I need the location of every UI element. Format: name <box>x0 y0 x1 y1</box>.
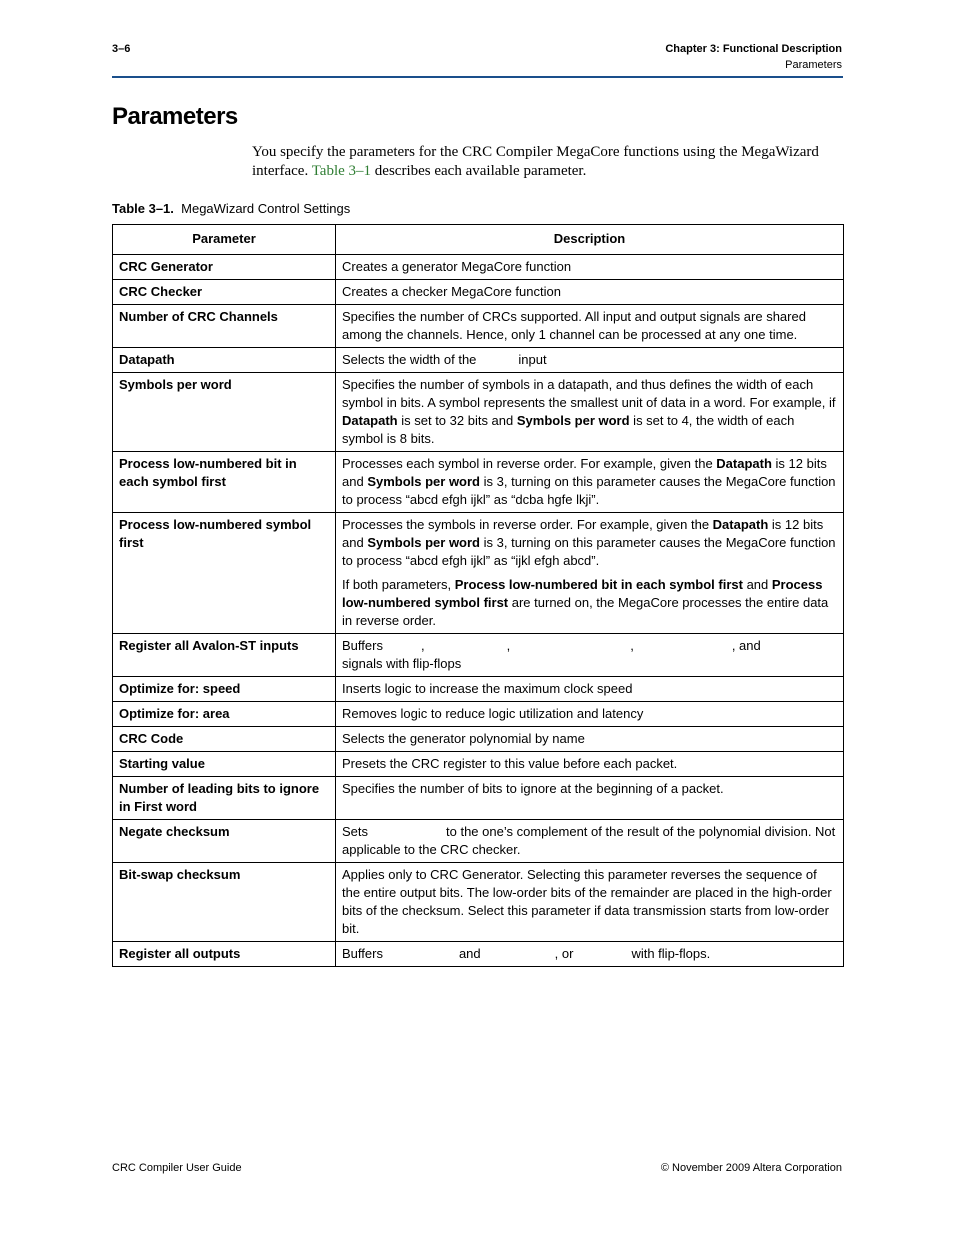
desc-text: input <box>518 352 547 367</box>
param-name: CRC Code <box>113 727 336 752</box>
desc-bold: Symbols per word <box>516 413 630 428</box>
table-row <box>113 280 844 305</box>
header-parameter: Parameter <box>113 225 336 255</box>
table-row <box>113 348 844 373</box>
desc-bold: Symbols per word <box>367 474 481 489</box>
desc-bold: Datapath <box>712 517 769 532</box>
page-title: Parameters <box>112 103 238 130</box>
page-number: 3–6 <box>112 43 131 55</box>
intro-text: You specify the parameters for the CRC Compiler MegaCore functions using the MegaWizard interface. <box>252 144 819 179</box>
param-name: Number of leading bits to ignore in First word <box>113 777 336 820</box>
section-heading: Parameters <box>785 59 842 71</box>
desc-text: If both parameters, <box>342 577 455 592</box>
param-description <box>336 634 844 677</box>
table-row <box>113 863 844 942</box>
desc-text: , <box>630 638 634 653</box>
desc-text: is set to 4, the width of each symbol is 8 bits. <box>342 413 795 446</box>
header-rule <box>112 76 843 78</box>
param-name: CRC Checker <box>113 280 336 305</box>
param-name: Number of CRC Channels <box>113 305 336 348</box>
table-row <box>113 634 844 677</box>
desc-text: is 3, turning on this parameter causes the MegaCore function to process “abcd efgh ijkl” as “ijkl efgh abcd”. <box>342 535 836 568</box>
desc-text: is 12 bits and <box>342 517 824 550</box>
desc-paragraph <box>342 516 837 570</box>
intro-paragraph <box>252 143 843 181</box>
table-row <box>113 305 844 348</box>
param-description <box>336 820 844 863</box>
table-row <box>113 373 844 452</box>
table-caption-label: Table 3–1. <box>112 201 174 216</box>
param-description: Creates a generator MegaCore function <box>336 255 844 280</box>
table-caption-text: MegaWizard Control Settings <box>181 201 351 216</box>
desc-text: and <box>458 946 481 961</box>
desc-text: Buffers <box>342 946 383 961</box>
param-name: Symbols per word <box>113 373 336 452</box>
param-description <box>336 373 844 452</box>
param-description: Specifies the number of bits to ignore at the beginning of a packet. <box>336 777 844 820</box>
desc-text: with flip-flops. <box>631 946 711 961</box>
table-row <box>113 677 844 702</box>
desc-bold: Symbols per word <box>367 535 481 550</box>
param-name: Starting value <box>113 752 336 777</box>
footer-guide-title: CRC Compiler User Guide <box>112 1162 242 1174</box>
desc-bold: Process low-numbered bit in each symbol first <box>454 577 743 592</box>
desc-text: Processes the symbols in reverse order. For example, given the <box>342 517 713 532</box>
desc-text: signals with flip-flops <box>342 656 462 671</box>
desc-text: is 3, turning on this parameter causes the MegaCore function to process “abcd efgh ijkl” as “dcba hgfe lkji”. <box>342 474 836 507</box>
desc-text: Processes each symbol in reverse order. For example, given the <box>342 456 717 471</box>
param-name: Process low-numbered symbol first <box>113 513 336 634</box>
table-row <box>113 752 844 777</box>
param-name: Register all outputs <box>113 942 336 967</box>
table-header-row <box>113 225 844 255</box>
header-description: Description <box>336 225 844 255</box>
desc-text: is 12 bits and <box>342 456 827 489</box>
param-name: Process low-numbered bit in each symbol first <box>113 452 336 513</box>
desc-text: to the one’s complement of the result of the polynomial division. Not applicable to the CRC checker. <box>342 824 836 857</box>
table-row <box>113 452 844 513</box>
desc-bold: Datapath <box>716 456 772 471</box>
param-name: Bit-swap checksum <box>113 863 336 942</box>
table-row <box>113 727 844 752</box>
param-name: Register all Avalon-ST inputs <box>113 634 336 677</box>
param-description: Selects the generator polynomial by name <box>336 727 844 752</box>
param-name: Datapath <box>113 348 336 373</box>
desc-text: Specifies the number of symbols in a datapath, and thus defines the width of each symbol in bits. A symbol represents the smallest unit of data in a word. For example, if <box>342 377 836 410</box>
desc-text: , <box>420 638 425 653</box>
desc-text: are turned on, the MegaCore processes the entire data in reverse order. <box>342 595 829 628</box>
desc-paragraph <box>342 576 837 630</box>
desc-text: Sets <box>342 824 369 839</box>
param-description <box>336 452 844 513</box>
chapter-heading: Chapter 3: Functional Description <box>665 43 842 55</box>
param-description: Specifies the number of CRCs supported. All input and output signals are shared among the channels. Hence, only 1 channel can be processed at any one time. <box>336 305 844 348</box>
desc-text: , <box>506 638 511 653</box>
param-description: Presets the CRC register to this value before each packet. <box>336 752 844 777</box>
param-name: Optimize for: area <box>113 702 336 727</box>
param-name: Negate checksum <box>113 820 336 863</box>
param-description: Creates a checker MegaCore function <box>336 280 844 305</box>
intro-text-end: describes each available parameter. <box>371 163 587 179</box>
table-row <box>113 702 844 727</box>
table-link[interactable]: Table 3–1 <box>311 163 372 179</box>
param-description: Applies only to CRC Generator. Selecting this parameter reverses the sequence of the entire output bits. The low-order bits of the remainder are placed in the high-order bits of the checksum. Select this parameter if data transmission starts from low-order bit. <box>336 863 844 942</box>
desc-text: , or <box>554 946 574 961</box>
desc-bold: Process low-numbered symbol first <box>342 577 823 610</box>
table-row <box>113 820 844 863</box>
table-row <box>113 942 844 967</box>
param-description <box>336 942 844 967</box>
parameters-table <box>112 224 844 967</box>
param-description <box>336 348 844 373</box>
param-description <box>336 513 844 634</box>
desc-text: and <box>742 577 772 592</box>
footer-copyright: © November 2009 Altera Corporation <box>660 1162 842 1174</box>
desc-text: , and <box>731 638 761 653</box>
param-description: Removes logic to reduce logic utilization and latency <box>336 702 844 727</box>
desc-bold: Datapath <box>342 413 398 428</box>
param-name: Optimize for: speed <box>113 677 336 702</box>
param-name: CRC Generator <box>113 255 336 280</box>
desc-text: Selects the width of the <box>342 352 477 367</box>
table-caption <box>112 201 350 216</box>
table-row <box>113 777 844 820</box>
desc-text: is set to 32 bits and <box>397 413 517 428</box>
desc-text: Buffers <box>342 638 383 653</box>
param-description: Inserts logic to increase the maximum clock speed <box>336 677 844 702</box>
table-row <box>113 255 844 280</box>
table-row <box>113 513 844 634</box>
